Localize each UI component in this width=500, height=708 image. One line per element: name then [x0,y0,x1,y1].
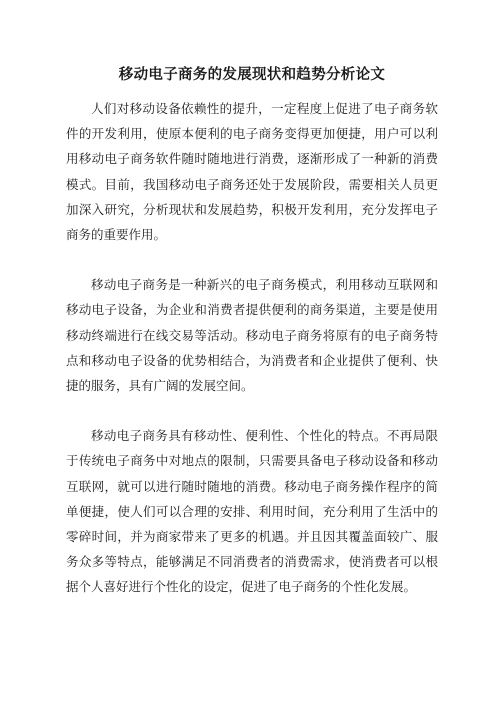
paragraph-1: 人们对移动设备依赖性的提升，一定程度上促进了电子商务软件的开发利用，使原本便利的电子商务变得更加便捷，用户可以利用移动电子商务软件随时随地进行消费，逐渐形成了一种新的消费模式。目前，我国移动电子商务还处于发展阶段，需要相关人员更加深入研究，分析现状和发展趋势，积极开发利用，充分发挥电子商务的重要作用。 [66,101,438,243]
paragraph-2: 移动电子商务是一种新兴的电子商务模式，利用移动互联网和移动电子设备，为企业和消费者提供便利的商务渠道，主要是使用移动终端进行在线交易等活动。移动电子商务将原有的电子商务特点和移动电子设备的优势相结合，为消费者和企业提供了便利、快捷的服务，具有广阔的发展空间。 [66,277,438,394]
document-title: 移动电子商务的发展现状和趋势分析论文 [118,66,386,83]
paragraph-3: 移动电子商务具有移动性、便利性、个性化的特点。不再局限于传统电子商务中对地点的限制，只需要具备电子移动设备和移动互联网，就可以进行随时随地的消费。移动电子商务操作程序的简单便捷，使人们可以合理的安排、利用时间，充分利用了生活中的零碎时间，并为商家带来了更多的机遇。并且因其覆盖面较广、服务众多等特点，能够满足不同消费者的消费需求，使消费者可以根据个人喜好进行个性化的设定，促进了电子商务的个性化发展。 [66,428,438,595]
